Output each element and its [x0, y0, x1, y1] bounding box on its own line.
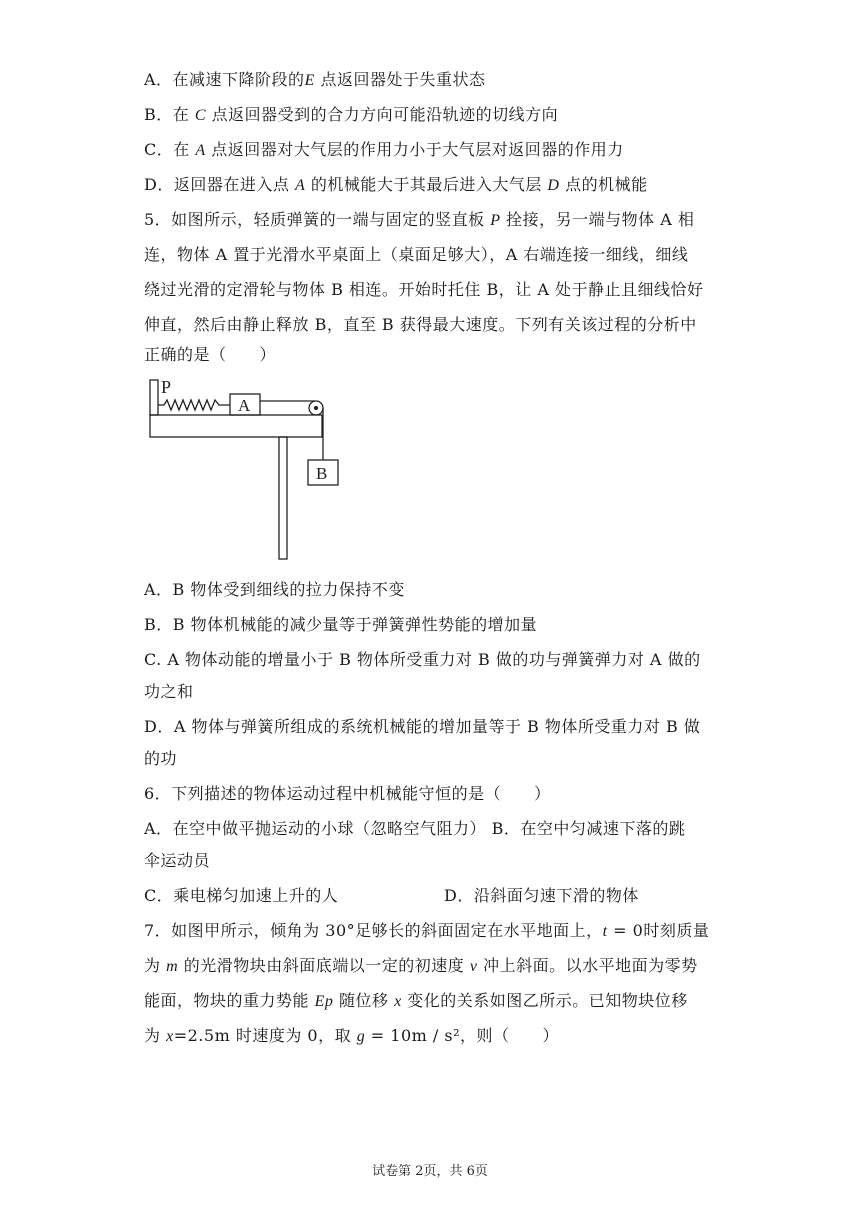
- label-a: A: [238, 396, 251, 415]
- q4-option-a: A．在减速下降阶段的E 点返回器处于失重状态: [144, 70, 486, 89]
- q5-stem-line-2: 连，物体 A 置于光滑水平桌面上（桌面足够大），A 右端连接一细线，细线: [144, 245, 689, 264]
- table-top: [150, 415, 322, 437]
- table-leg: [279, 437, 287, 559]
- vertical-board: [150, 380, 158, 415]
- q5-option-c-line-2: 功之和: [144, 682, 194, 701]
- q4-option-d: D．返回器在进入点 A 的机械能大于其最后进入大气层 D 点的机械能: [144, 175, 648, 194]
- q5-stem-line-5: 正确的是（ ）: [144, 345, 277, 364]
- label-b: B: [316, 464, 328, 483]
- q6-stem: 6．下列描述的物体运动过程中机械能守恒的是（ ）: [144, 784, 551, 803]
- q5-option-d-line-1: D．A 物体与弹簧所组成的系统机械能的增加量等于 B 物体所受重力对 B 做: [144, 717, 701, 736]
- q5-stem-line-4: 伸直，然后由静止释放 B，直至 B 获得最大速度。下列有关该过程的分析中: [144, 315, 697, 334]
- q5-option-b: B．B 物体机械能的减少量等于弹簧弹性势能的增加量: [144, 615, 538, 634]
- q5-option-d-line-2: 的功: [144, 749, 178, 768]
- q6-option-d: D．沿斜面匀速下滑的物体: [444, 886, 639, 905]
- q7-stem-line-1: 7．如图甲所示，倾角为 30°足够长的斜面固定在水平地面上，t = 0时刻质量: [144, 921, 710, 940]
- q6-option-c: C．乘电梯匀加速上升的人: [144, 886, 339, 905]
- q5-option-a: A．B 物体受到细线的拉力保持不变: [144, 580, 405, 599]
- page-footer: 试卷第 2页，共 6页: [372, 1164, 488, 1179]
- q5-stem-line-1: 5．如图所示，轻质弹簧的一端与固定的竖直板 P 拴接，另一端与物体 A 相: [144, 210, 695, 229]
- q6-option-ab-line-2: 伞运动员: [144, 851, 211, 870]
- label-p: P: [161, 377, 172, 397]
- q7-stem-line-3: 能面，物块的重力势能 Ep 随位移 x 变化的关系如图乙所示。已知物块位移: [144, 991, 688, 1010]
- q4-option-c: C．在 A 点返回器对大气层的作用力小于大气层对返回器的作用力: [144, 140, 624, 159]
- q7-stem-line-2: 为 m 的光滑物块由斜面底端以一定的初速度 v 冲上斜面。以水平地面为零势: [144, 956, 698, 975]
- q5-stem-line-3: 绕过光滑的定滑轮与物体 B 相连。开始时托住 B，让 A 处于静止且细线恰好: [144, 280, 704, 299]
- q6-option-ab-line-1: A．在空中做平抛运动的小球（忽略空气阻力） B．在空中匀减速下落的跳: [144, 819, 686, 838]
- spring: [158, 400, 230, 410]
- q4-option-b: B．在 C 点返回器受到的合力方向可能沿轨迹的切线方向: [144, 105, 559, 124]
- q5-option-c-line-1: C. A 物体动能的增量小于 B 物体所受重力对 B 做的功与弹簧弹力对 A 做的: [144, 650, 701, 669]
- q5-figure-spring-pulley: [140, 375, 350, 565]
- q7-stem-line-4: 为 x=2.5m 时速度为 0，取 g = 10m / s²，则（ ）: [144, 1026, 560, 1045]
